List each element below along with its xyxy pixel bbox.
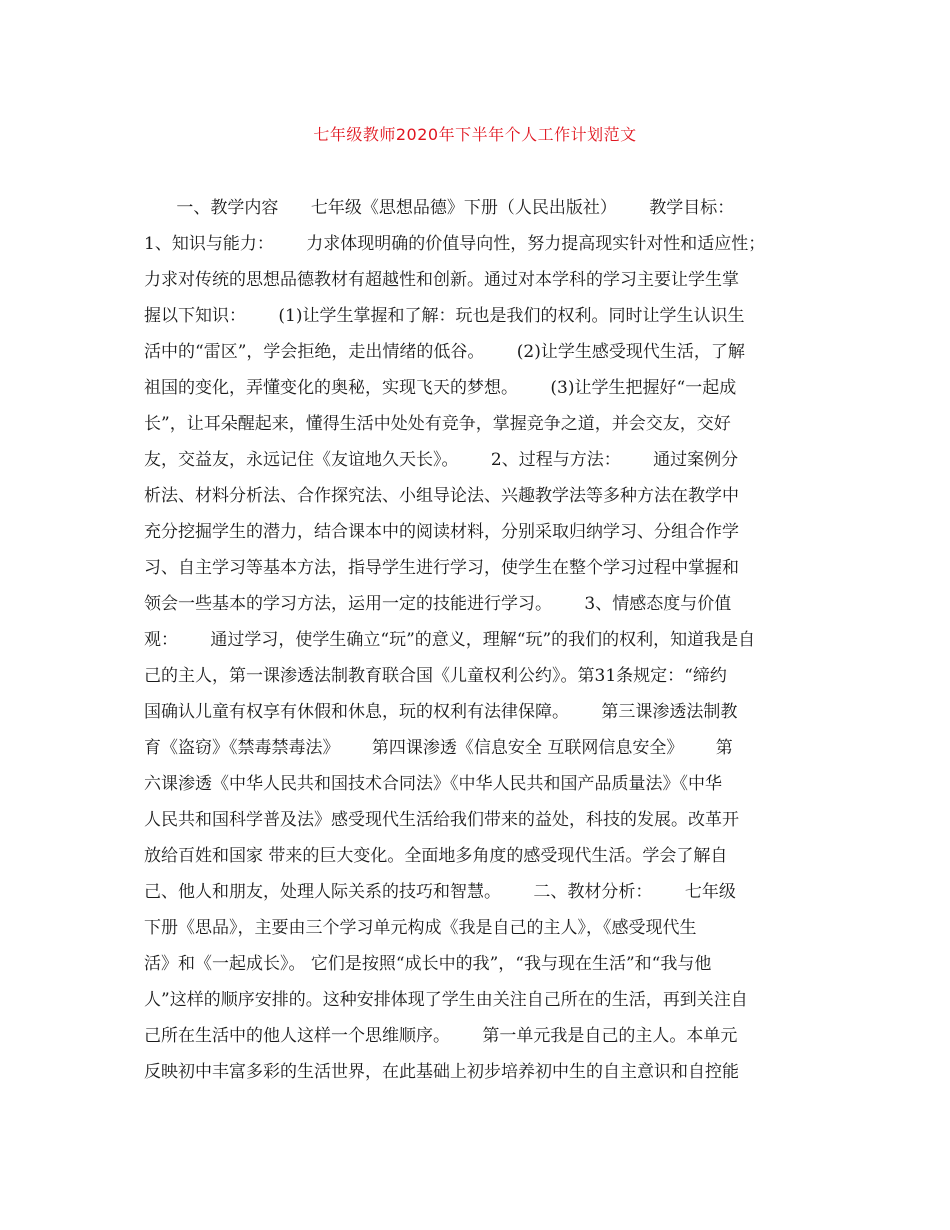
body-line: 习、自主学习等基本方法，指导学生进行学习，使学生在整个学习过程中掌握和: [144, 558, 739, 578]
document-body: [144, 190, 804, 1090]
body-line: 国确认儿童有权享有休假和休息，玩的权利有法律保障。 第三课渗透法制教: [144, 702, 738, 722]
document-title: 七年级教师2020年下半年个人工作计划范文: [313, 125, 637, 144]
body-line: 握以下知识： (1)让学生掌握和了解：玩也是我们的权利。同时让学生认识生: [144, 306, 745, 326]
body-line: 育《盗窃》《禁毒禁毒法》 第四课渗透《信息安全 互联网信息安全》 第: [144, 738, 733, 758]
body-line: 六课渗透《中华人民共和国技术合同法》《中华人民共和国产品质量法》《中华: [144, 774, 722, 794]
body-line: 己的主人，第一课渗透法制教育联合国《儿童权利公约》。第31条规定：“缔约: [144, 666, 727, 686]
body-line: 友，交益友，永远记住《友谊地久天长》。 2、过程与方法： 通过案例分: [144, 450, 739, 470]
body-line: 观： 通过学习，使学生确立“玩”的意义，理解“玩”的我们的权利，知道我是自: [144, 630, 756, 650]
body-line: 己所在生活中的他人这样一个思维顺序。 第一单元我是自己的主人。本单元: [144, 1026, 738, 1046]
body-line: 己、他人和朋友，处理人际关系的技巧和智慧。 二、教材分析： 七年级: [144, 882, 736, 902]
body-line: 活》和《一起成长》。 它们是按照“成长中的我”，“我与现在生活”和“我与他: [144, 954, 712, 974]
body-line: 充分挖掘学生的潜力，结合课本中的阅读材料，分别采取归纳学习、分组合作学: [144, 522, 739, 542]
body-line: 长”，让耳朵醒起来，懂得生活中处处有竞争，掌握竞争之道，并会交友，交好: [144, 414, 731, 434]
body-line: 力求对传统的思想品德教材有超越性和创新。通过对本学科的学习主要让学生掌: [144, 270, 739, 290]
body-line: 析法、材料分析法、合作探究法、小组导论法、兴趣教学法等多种方法在教学中: [144, 486, 739, 506]
body-line: 反映初中丰富多彩的生活世界，在此基础上初步培养初中生的自主意识和自控能: [144, 1062, 739, 1082]
body-line: 人民共和国科学普及法》感受现代生活给我们带来的益处，科技的发展。改革开: [144, 810, 739, 830]
body-line: 活中的“雷区”，学会拒绝，走出情绪的低谷。 (2)让学生感受现代生活，了解: [144, 342, 745, 362]
body-line: 领会一些基本的学习方法，运用一定的技能进行学习。 3、情感态度与价值: [144, 594, 732, 614]
body-line: 放给百姓和国家 带来的巨大变化。全面地多角度的感受现代生活。学会了解自: [144, 846, 728, 866]
body-line: 一、教学内容 七年级《思想品德》下册（人民出版社） 教学目标：: [144, 198, 735, 218]
body-line: 祖国的变化，弄懂变化的奥秘，实现飞天的梦想。 (3)让学生把握好“一起成: [144, 378, 737, 398]
body-line: 1、知识与能力： 力求体现明确的价值导向性，努力提高现实针对性和适应性；: [144, 234, 766, 254]
body-line: 下册《思品》，主要由三个学习单元构成《我是自己的主人》，《感受现代生: [144, 918, 697, 938]
body-line: 人”这样的顺序安排的。这种安排体现了学生由关注自己所在的生活，再到关注自: [144, 990, 748, 1010]
